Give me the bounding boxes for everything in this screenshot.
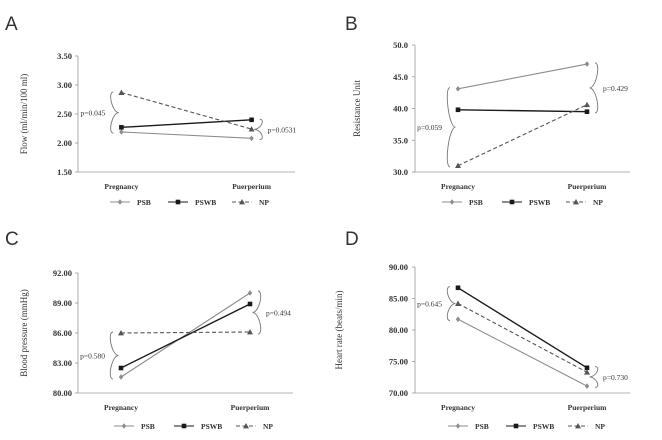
chart-panel-c	[5, 229, 293, 431]
x-tick-label: Pregnancy	[103, 403, 139, 412]
legend-marker-pswb	[514, 424, 519, 429]
legend	[448, 422, 605, 431]
legend-label-pswb: PSWB	[533, 422, 555, 431]
y-tick-label: 75.00	[388, 356, 408, 367]
p-value-label: p=0.730	[603, 372, 628, 382]
series-line-np	[458, 304, 587, 373]
series-line-psb	[458, 319, 587, 386]
data-point-psb	[249, 136, 253, 142]
data-point-psb	[585, 61, 589, 67]
significance-bracket	[253, 291, 261, 334]
legend	[110, 198, 269, 207]
legend-label-psb: PSB	[469, 198, 483, 207]
significance-bracket	[254, 119, 262, 139]
x-tick-label: Puerperium	[232, 182, 271, 191]
legend	[114, 422, 273, 431]
y-axis-title: Heart rate (beats/min)	[334, 290, 344, 370]
series-line-pswb	[458, 288, 587, 368]
data-point-psb	[248, 290, 252, 296]
chart-panel-a	[5, 14, 296, 207]
significance-bracket	[110, 332, 118, 379]
y-tick-label: 50.0	[393, 40, 408, 50]
y-tick-label: 2.00	[57, 138, 72, 148]
panel-letter-c: C	[5, 229, 19, 250]
significance-bracket	[590, 63, 598, 113]
y-tick-label: 90.00	[388, 262, 408, 272]
legend-marker-pswb	[510, 200, 515, 205]
data-point-psb	[119, 374, 123, 380]
data-point-pswb	[585, 109, 590, 114]
y-tick-label: 89.00	[52, 298, 72, 308]
data-point-pswb	[456, 285, 461, 290]
x-tick-label: Puerperium	[567, 403, 607, 412]
data-point-np	[118, 90, 124, 95]
panel-letter-a: A	[5, 14, 18, 35]
data-point-psb	[456, 316, 460, 322]
y-tick-label: 45.0	[393, 71, 408, 82]
legend-marker-psb	[450, 199, 454, 205]
series-line-psb	[121, 132, 251, 138]
data-point-np	[455, 301, 461, 306]
y-tick-label: 1.50	[57, 167, 72, 177]
p-value-label: p=0.045	[80, 108, 106, 118]
data-point-pswb	[119, 125, 124, 130]
legend-label-np: NP	[593, 198, 603, 207]
data-point-psb	[585, 383, 589, 389]
y-axis-title: Resistance Unit	[352, 80, 362, 137]
legend-label-np: NP	[263, 422, 273, 431]
y-tick-label: 30.0	[393, 167, 408, 177]
p-value-label: p=0.0531	[267, 125, 297, 135]
legend-label-psb: PSB	[137, 198, 151, 207]
legend-label-psb: PSB	[475, 422, 489, 431]
chart-panel-b	[345, 14, 630, 207]
series-line-psb	[458, 64, 587, 89]
data-point-np	[455, 163, 461, 168]
p-value-label: p=0.580	[80, 351, 105, 361]
data-point-pswb	[456, 107, 461, 112]
x-tick-label: Pregnancy	[440, 182, 476, 191]
series-line-pswb	[458, 110, 587, 112]
data-point-psb	[119, 129, 123, 135]
y-tick-label: 86.00	[52, 328, 72, 338]
p-value-label: p=0.645	[417, 299, 442, 309]
x-tick-label: Puerperium	[567, 182, 607, 191]
y-tick-label: 80.00	[388, 325, 408, 335]
data-point-np	[584, 102, 590, 107]
x-tick-label: Puerperium	[230, 403, 270, 412]
data-point-pswb	[248, 302, 253, 307]
y-tick-label: 3.00	[57, 80, 72, 90]
legend-marker-psb	[122, 423, 126, 429]
legend-marker-psb	[456, 423, 460, 429]
data-point-pswb	[249, 118, 254, 123]
legend-label-np: NP	[259, 198, 269, 207]
data-point-pswb	[119, 366, 124, 371]
significance-bracket	[447, 88, 455, 167]
panel-letter-d: D	[345, 229, 359, 250]
series-line-np	[121, 332, 250, 333]
y-tick-label: 92.00	[52, 268, 72, 278]
legend-label-pswb: PSWB	[529, 198, 551, 207]
series-line-psb	[121, 293, 250, 377]
y-tick-label: 3.50	[57, 51, 72, 61]
p-value-label: p=0.429	[603, 83, 628, 93]
significance-bracket	[590, 367, 598, 388]
series-line-pswb	[121, 120, 251, 128]
y-tick-label: 40.0	[393, 103, 408, 114]
y-tick-label: 2.50	[57, 109, 72, 119]
legend-marker-pswb	[176, 200, 181, 205]
p-value-label: p=0.494	[266, 308, 291, 318]
y-tick-label: 85.00	[388, 293, 408, 304]
legend	[442, 198, 603, 207]
legend-marker-psb	[118, 199, 122, 205]
p-value-label: p=0.059	[417, 123, 442, 133]
y-tick-label: 35.0	[393, 135, 408, 146]
panel-letter-b: B	[345, 14, 358, 35]
legend-label-pswb: PSWB	[201, 422, 223, 431]
series-line-pswb	[121, 304, 250, 368]
data-point-psb	[456, 86, 460, 92]
y-tick-label: 80.00	[52, 388, 72, 398]
significance-bracket	[111, 92, 119, 133]
series-line-np	[458, 105, 587, 166]
legend-label-pswb: PSWB	[195, 198, 217, 207]
legend-label-np: NP	[595, 422, 605, 431]
y-tick-label: 83.00	[52, 358, 72, 368]
y-axis-title: Blood pressure (mmHg)	[19, 289, 29, 377]
chart-panel-d	[334, 229, 630, 431]
y-axis-title: Flow (ml/min/100 ml)	[19, 73, 29, 155]
x-tick-label: Pregnancy	[440, 403, 476, 412]
legend-label-psb: PSB	[141, 422, 155, 431]
legend-marker-pswb	[182, 424, 187, 429]
significance-bracket	[447, 287, 455, 321]
x-tick-label: Pregnancy	[104, 182, 139, 191]
y-tick-label: 70.00	[388, 388, 408, 398]
